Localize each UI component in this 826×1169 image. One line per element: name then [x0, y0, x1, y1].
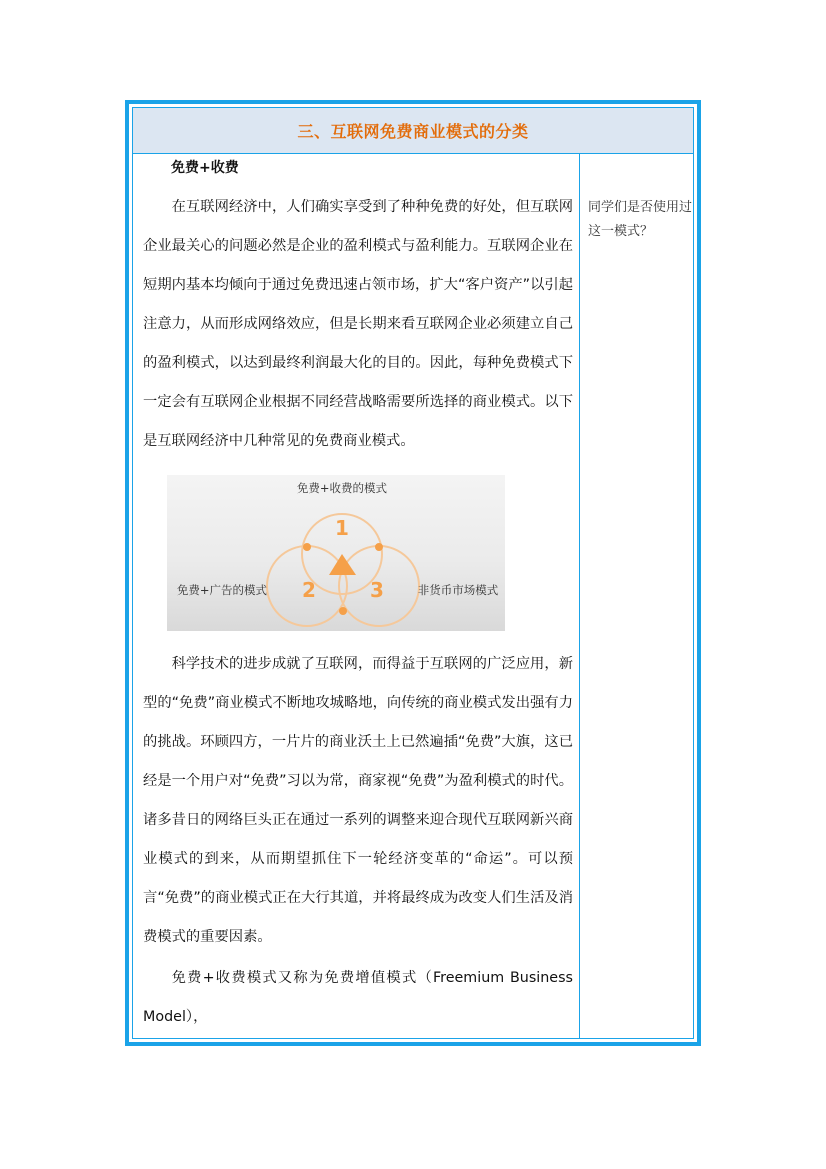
venn-number-1: 1	[335, 516, 349, 540]
lesson-table-frame	[125, 100, 701, 1046]
label-non-monetary: 非货币市场模式	[417, 583, 499, 597]
main-content	[143, 156, 573, 1037]
venn-dot-right	[375, 543, 383, 551]
paragraph-freemium: 免费+收费模式又称为免费增值模式（Freemium Business Model），	[143, 970, 573, 1025]
venn-number-2: 2	[302, 578, 316, 602]
paragraph-tech: 科学技术的进步成就了互联网，而得益于互联网的广泛应用，新型的“免费”商业模式不断地攻城略地，向传统的商业模式发出强有力的挑战。环顾四方，一片片的商业沃土上已然遍插“免费”大旗，这已经是一个用户对“免费”习以为常，商家视“免费”为盈利模式的时代。诸多昔日的网络巨头正在通过一系列的调整来迎合现代互联网新兴商业模式的到来，从而期望抓住下一轮经济变革的“命运”。可以预言“免费”的商业模式正在大行其道，并将最终成为改变人们生活及消费模式的重要因素。	[143, 656, 573, 945]
venn-diagram	[167, 475, 505, 631]
venn-dot-bottom	[339, 607, 347, 615]
paragraph-intro: 在互联网经济中，人们确实享受到了种种免费的好处，但互联网企业最关心的问题必然是企业的盈利模式与盈利能力。互联网企业在短期内基本均倾向于通过免费迅速占领市场，扩大“客户资产”以引起注意力，从而形成网络效应，但是长期来看互联网企业必须建立自己的盈利模式，以达到最终利润最大化的目的。因此，每种免费模式下一定会有互联网企业根据不同经营战略需要所选择的商业模式。以下是互联网经济中几种常见的免费商业模式。	[143, 199, 573, 449]
subheading: 免费+收费	[171, 160, 239, 176]
venn-number-3: 3	[370, 578, 384, 602]
venn-dot-left	[303, 543, 311, 551]
section-title: 三、互联网免费商业模式的分类	[297, 122, 529, 141]
venn-diagram-figure	[167, 475, 505, 631]
column-divider	[579, 153, 580, 1038]
label-free-plus-ads: 免费+广告的模式	[176, 583, 268, 597]
label-free-plus-paid: 免费+收费的模式	[296, 481, 388, 495]
lesson-table-inner	[132, 107, 694, 1039]
table-header	[133, 108, 693, 154]
side-note-question: 同学们是否使用过这一模式？	[588, 200, 693, 239]
